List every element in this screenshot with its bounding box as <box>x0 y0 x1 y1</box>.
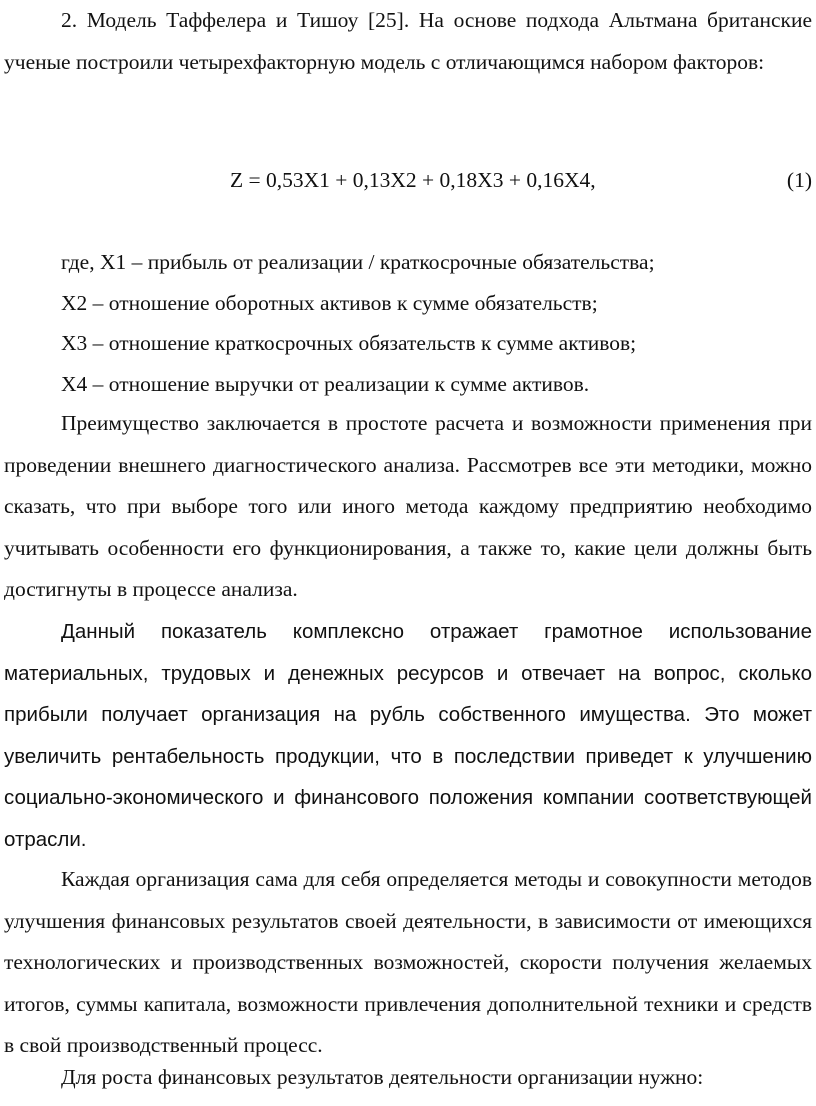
paragraph-growth: Для роста финансовых результатов деятельности организации нужно: <box>61 1065 704 1089</box>
paragraph-methods: Каждая организация сама для себя определяется методы и совокупности методов улучшения финансовых результатов своей деятельности, в зависимости от имеющихся технологических и производственных возможностей, скорости получения желаемых итогов, суммы капитала, возможности привлечения дополнительной техники и средств в свой производственный процесс. <box>4 867 812 1057</box>
formula-line <box>0 160 812 200</box>
formula-number: (1) <box>786 168 812 192</box>
definition-x3: X3 – отношение краткосрочных обязательств к сумме активов; <box>61 331 637 355</box>
paragraph-indicator: Данный показатель комплексно отражает грамотное использование материальных, трудовых и денежных ресурсов и отвечает на вопрос, сколько прибыли получает организация на рубль собственного имущества. Это может увеличить рентабельность продукции, что в последствии приведет к улучшению социально-экономического и финансового положения компании соответствующей отрасли. <box>4 620 812 851</box>
paragraph-taffler-model: 2. Модель Таффелера и Тишоу [25]. На основе подхода Альтмана британские ученые построили четырехфакторную модель с отличающимся набором факторов: <box>4 8 812 74</box>
definition-x1: где, X1 – прибыль от реализации / краткосрочные обязательства; <box>61 250 655 274</box>
definition-x4: X4 – отношение выручки от реализации к сумме активов. <box>61 372 590 396</box>
definition-x2: X2 – отношение оборотных активов к сумме обязательств; <box>61 291 598 315</box>
paragraph-advantage: Преимущество заключается в простоте расчета и возможности применения при проведении внешнего диагностического анализа. Рассмотрев все эти методики, можно сказать, что при выборе того или иного метода каждому предприятию необходимо учитывать особенности его функционирования, а также то, какие цели должны быть достигнуты в процессе анализа. <box>4 411 812 601</box>
formula: Z = 0,53X1 + 0,13X2 + 0,18X3 + 0,16X4, <box>230 168 596 192</box>
